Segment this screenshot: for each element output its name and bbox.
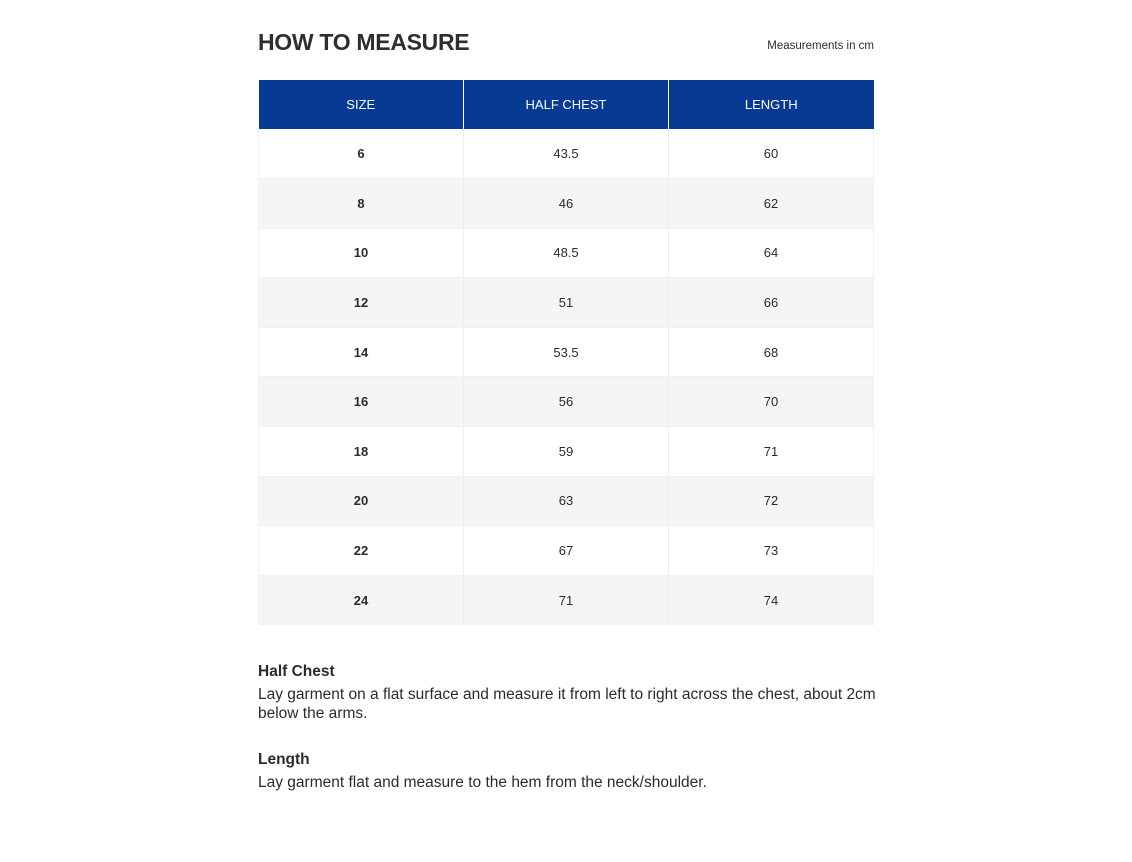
size-cell: 22 <box>259 526 464 576</box>
half-chest-cell: 67 <box>464 526 669 576</box>
table-row <box>259 377 874 427</box>
size-cell: 10 <box>259 228 464 278</box>
size-cell: 14 <box>259 327 464 377</box>
size-cell: 18 <box>259 427 464 477</box>
half-chest-note <box>258 662 878 723</box>
page-title: HOW TO MEASURE <box>258 29 470 55</box>
size-guide-header <box>258 28 874 80</box>
length-cell: 72 <box>669 476 874 526</box>
length-heading: Length <box>258 751 310 768</box>
half-chest-cell: 56 <box>464 377 669 427</box>
length-instructions: Lay garment flat and measure to the hem from the neck/shoulder. <box>258 774 707 791</box>
half-chest-cell: 71 <box>464 575 669 625</box>
table-row <box>259 427 874 477</box>
length-note <box>258 750 878 792</box>
column-header-size: SIZE <box>259 80 464 129</box>
length-cell: 62 <box>669 179 874 229</box>
table-row <box>259 526 874 576</box>
half-chest-cell: 46 <box>464 179 669 229</box>
table-row <box>259 228 874 278</box>
half-chest-instructions: Lay garment on a flat surface and measure it from left to right across the chest, about 2cm below the arms. <box>258 686 876 722</box>
column-header-length: LENGTH <box>669 80 874 129</box>
table-row <box>259 129 874 179</box>
size-guide <box>258 28 874 625</box>
table-row <box>259 476 874 526</box>
length-cell: 68 <box>669 327 874 377</box>
size-cell: 16 <box>259 377 464 427</box>
length-cell: 60 <box>669 129 874 179</box>
length-cell: 64 <box>669 228 874 278</box>
length-cell: 70 <box>669 377 874 427</box>
half-chest-cell: 59 <box>464 427 669 477</box>
length-cell: 71 <box>669 427 874 477</box>
size-cell: 8 <box>259 179 464 229</box>
table-row <box>259 278 874 328</box>
length-cell: 74 <box>669 575 874 625</box>
size-table <box>258 80 874 625</box>
half-chest-heading: Half Chest <box>258 663 335 680</box>
size-cell: 24 <box>259 575 464 625</box>
column-header-half-chest: HALF CHEST <box>464 80 669 129</box>
half-chest-cell: 43.5 <box>464 129 669 179</box>
size-cell: 12 <box>259 278 464 328</box>
size-cell: 20 <box>259 476 464 526</box>
size-cell: 6 <box>259 129 464 179</box>
table-row <box>259 179 874 229</box>
table-row <box>259 327 874 377</box>
length-cell: 66 <box>669 278 874 328</box>
length-cell: 73 <box>669 526 874 576</box>
half-chest-cell: 53.5 <box>464 327 669 377</box>
half-chest-cell: 63 <box>464 476 669 526</box>
half-chest-cell: 51 <box>464 278 669 328</box>
table-header-row <box>259 80 874 129</box>
units-note: Measurements in cm <box>767 40 874 52</box>
table-row <box>259 575 874 625</box>
half-chest-cell: 48.5 <box>464 228 669 278</box>
